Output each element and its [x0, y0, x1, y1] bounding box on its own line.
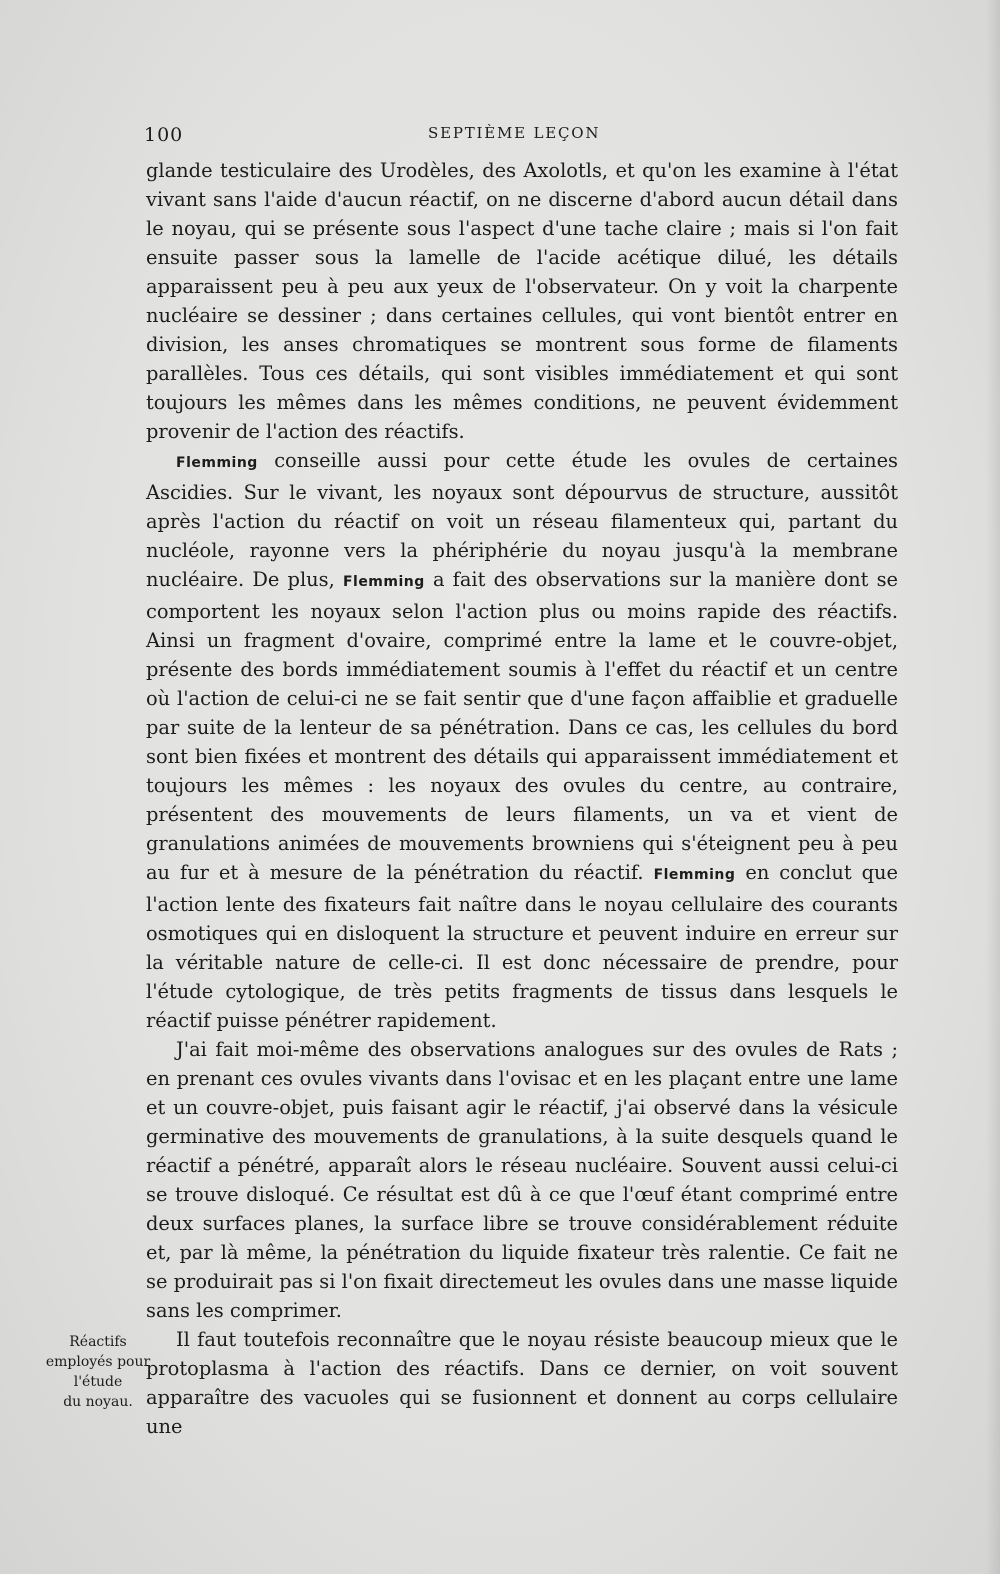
page-header	[144, 120, 894, 150]
text-run: glande testiculaire des Urodèles, des Axolotls, et qu'on les examine à l'état vivant sans l'aide d'aucun réactif, on ne discerne d'abord aucun détail dans le noyau, qui se présente sous l'aspect d'une tache claire ; mais si l'on fait ensuite passer sous la lamelle de l'acide acétique dilué, les détails apparaissent peu à peu aux yeux de l'observateur. On y voit la charpente nucléaire se dessiner ; dans certaines cellules, qui vont bientôt entrer en division, les anses chromatiques se montrent sous forme de filaments parallèles. Tous ces détails, qui sont visibles immédiatement et qui sont toujours les mêmes dans les mêmes conditions, ne peuvent évidemment provenir de l'action des réactifs.	[146, 159, 898, 443]
text-run: en conclut que l'action lente des fixateurs fait naître dans le noyau cellulaire des courants osmotiques qui en disloquent la structure et peuvent induire en erreur sur la véritable nature de celle-ci. Il est donc nécessaire de prendre, pour l'étude cytologique, de très petits fragments de tissus dans lesquels le réactif puisse pénétrer rapidement.	[146, 861, 899, 1032]
author-name: Flemming	[176, 455, 258, 471]
text-run: Il faut toutefois reconnaître que le noyau résiste beaucoup mieux que le protoplasma à l'action des réactifs. Dans ce dernier, on voit souvent apparaître des vacuoles qui se fusionnent et donnent au corps cellulaire une	[146, 1328, 898, 1438]
text-run: a fait des observations sur la manière dont se comportent les noyaux selon l'action plus ou moins rapide des réactifs. Ainsi un fragment d'ovaire, comprimé entre la lame et le couvre-objet, présente des bords immédiatement soumis à l'effet du réactif et un centre où l'action de celui-ci ne se fait sentir que d'une façon affaiblie et graduelle par suite de la lenteur de sa pénétration. Dans ce cas, les cellules du bord sont bien fixées et montrent des détails qui apparaissent immédiatement et toujours les mêmes : les noyaux des ovules du centre, au contraire, présentent des mouvements de leurs filaments, un va et vient de granulations animées de mouvements browniens qui s'éteignent peu à peu au fur et à mesure de la pénétration du réactif.	[146, 568, 898, 884]
paragraph	[146, 1035, 898, 1325]
margin-note	[38, 1332, 158, 1412]
paragraph	[146, 156, 898, 446]
page-number: 100	[144, 124, 184, 146]
paragraph	[146, 1325, 898, 1441]
body-text	[146, 156, 898, 1441]
margin-note-line: employés pour	[45, 1354, 151, 1370]
text-run: conseille aussi pour cette étude les ovules de certaines Ascidies. Sur le vivant, les noyaux sont dépourvus de structure, aussitôt après l'action du réactif on voit un réseau filamenteux qui, partant du nucléole, rayonne vers la phériphérie du noyau jusqu'à la membrane nucléaire. De plus,	[146, 449, 898, 591]
running-head: SEPTIÈME LEÇON	[428, 124, 601, 142]
text-run: J'ai fait moi-même des observations analogues sur des ovules de Rats ; en prenant ces ovules vivants dans l'ovisac et en les plaçant entre une lame et un couvre-objet, puis faisant agir le réactif, j'ai observé dans la vésicule germinative des mouvements de granulations, à la suite desquels quand le réactif a pénétré, apparaît alors le réseau nucléaire. Souvent aussi celui-ci se trouve disloqué. Ce résultat est dû à ce que l'œuf étant comprimé entre deux surfaces planes, la surface libre se trouve considérablement réduite et, par là même, la pénétration du liquide fixateur très ralentie. Ce fait ne se produirait pas si l'on fixait directemeut les ovules dans une masse liquide sans les comprimer.	[146, 1038, 898, 1322]
margin-note-line: du noyau.	[63, 1394, 133, 1410]
margin-note-line: l'étude	[73, 1374, 123, 1390]
author-name: Flemming	[342, 574, 425, 590]
author-name: Flemming	[653, 867, 736, 883]
paragraph	[146, 446, 898, 1035]
margin-note-line: Réactifs	[69, 1334, 127, 1350]
